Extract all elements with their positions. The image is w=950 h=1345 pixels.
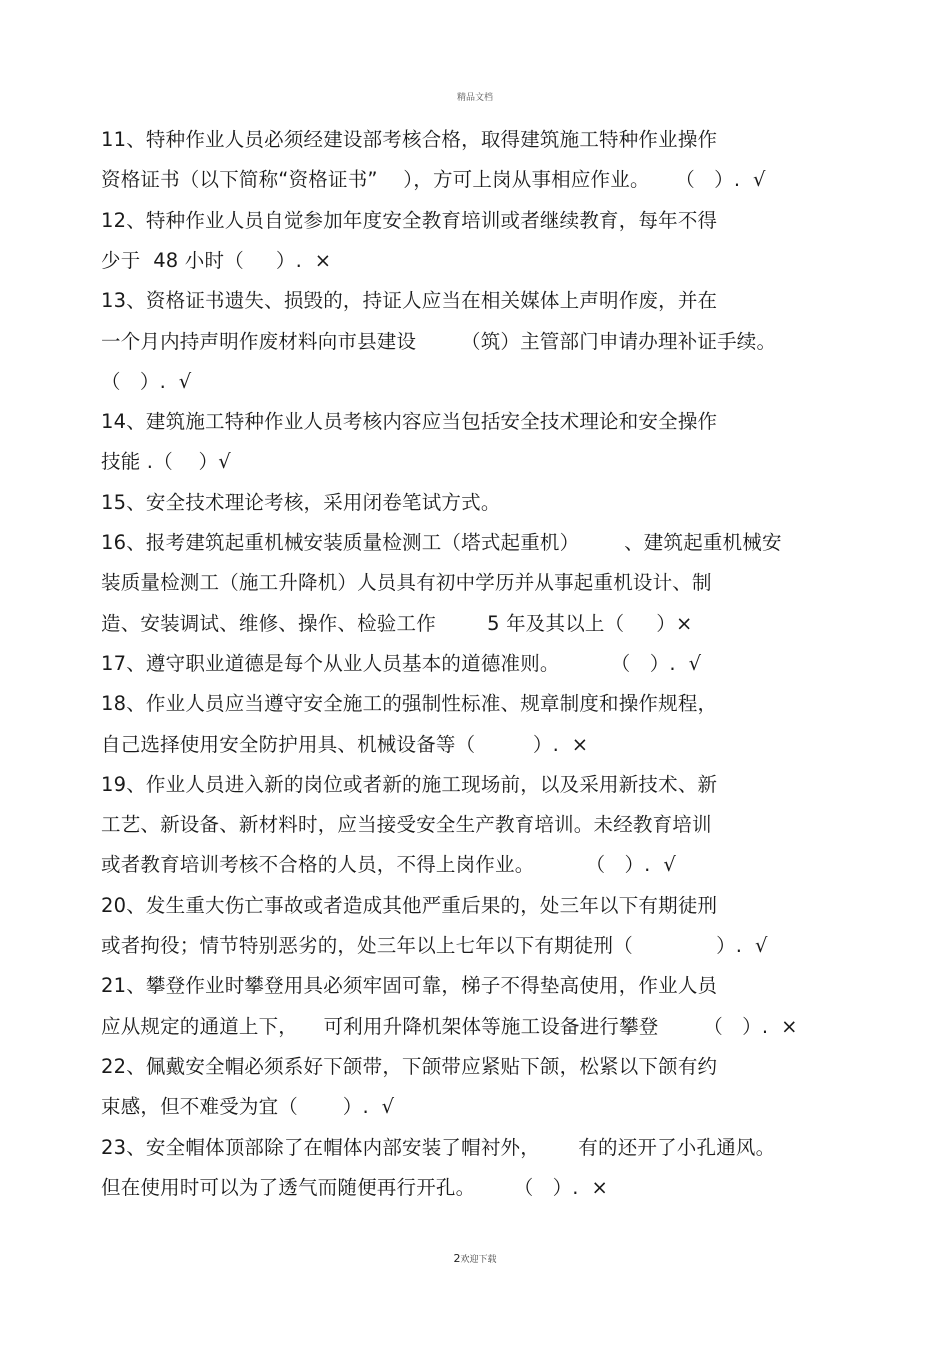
page-footer — [0, 1252, 950, 1265]
text-line: 装质量检测工（施工升降机）人员具有初中学历并从事起重机设计、制 — [101, 571, 712, 595]
footer-text: 欢迎下载 — [460, 1255, 497, 1265]
page-header: 精品文档 — [456, 93, 493, 103]
text-line: 22、佩戴安全帽必须系好下颌带，下颌带应紧贴下颌，松紧以下颌有约 — [101, 1054, 718, 1078]
text-line: 造、安装调试、维修、操作、检验工作 5 年及其以上（ ）× — [101, 611, 693, 635]
text-line: 或者教育培训考核不合格的人员，不得上岗作业。 （ ）. √ — [101, 853, 677, 877]
text-line: 13、资格证书遗失、损毁的，持证人应当在相关媒体上声明作废，并在 — [101, 289, 718, 313]
page-number: 2 — [453, 1252, 461, 1265]
text-line: 17、遵守职业道德是每个从业人员基本的道德准则。 （ ）. √ — [101, 651, 702, 675]
text-line: 少于 48 小时（ ）. × — [101, 248, 332, 272]
text-line: 18、作业人员应当遵守安全施工的强制性标准、规章制度和操作规程， — [101, 692, 718, 716]
text-line: 16、报考建筑起重机械安装质量检测工（塔式起重机） 、建筑起重机械安 — [101, 531, 782, 554]
text-line: 资格证书（以下简称“资格证书” ），方可上岗从事相应作业。 （ ）. √ — [101, 168, 766, 192]
text-line: （ ）. √ — [101, 369, 192, 393]
text-line: 19、作业人员进入新的岗位或者新的施工现场前，以及采用新技术、新 — [101, 772, 718, 796]
text-line: 工艺、新设备、新材料时，应当接受安全生产教育培训。未经教育培训 — [101, 813, 712, 837]
text-line: 一个月内持声明作废材料向市县建设 （筑）主管部门申请办理补证手续。 — [101, 329, 777, 353]
text-line: 14、建筑施工特种作业人员考核内容应当包括安全技术理论和安全操作 — [101, 410, 718, 434]
text-line: 应从规定的通道上下， 可利用升降机架体等施工设备进行攀登 （ ）. × — [101, 1014, 798, 1038]
text-line: 12、特种作业人员自觉参加年度安全教育培训或者继续教育，每年不得 — [101, 208, 718, 232]
text-line: 技能 .（ ）√ — [101, 450, 231, 474]
text-line: 束感，但不难受为宜（ ）. √ — [101, 1095, 395, 1119]
text-line: 但在使用时可以为了透气而随便再行开孔。 （ ）. × — [101, 1175, 609, 1199]
text-line: 自己选择使用安全防护用具、机械设备等（ ）. × — [101, 732, 589, 756]
text-line: 20、发生重大伤亡事故或者造成其他严重后果的，处三年以下有期徒刑 — [101, 893, 718, 917]
text-line: 23、安全帽体顶部除了在帽体内部安装了帽衬外， 有的还开了小孔通风。 — [101, 1135, 776, 1159]
text-line: 11、特种作业人员必须经建设部考核合格，取得建筑施工特种作业操作 — [101, 128, 718, 151]
text-line: 21、攀登作业时攀登用具必须牢固可靠，梯子不得垫高使用，作业人员 — [101, 974, 718, 998]
text-line: 15、安全技术理论考核，采用闭卷笔试方式。 — [101, 490, 501, 514]
text-line: 或者拘役；情节特别恶劣的，处三年以上七年以下有期徒刑（ ）. √ — [101, 934, 768, 957]
